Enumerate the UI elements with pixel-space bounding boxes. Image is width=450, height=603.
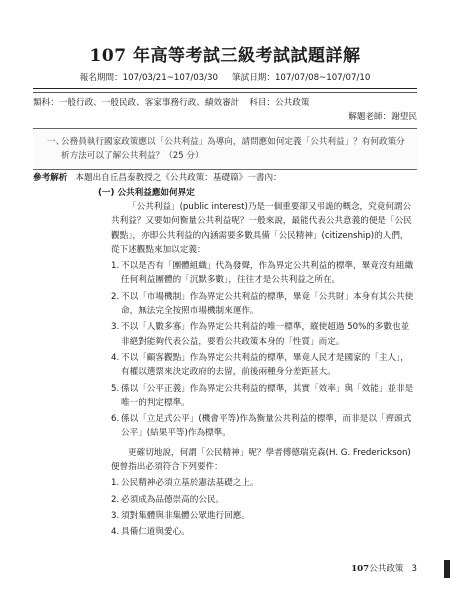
exam-subject: 科目：公共政策 (249, 98, 310, 108)
reference-line (33, 172, 282, 184)
intro-paragraph: 「公共利益」(public interest)乃是一個重要卻又弔詭的概念，究竟何謂公共利益？又要如何衡量公共利益呢？一般來說，最能代表公共意義的便是「公民觀點」，亦即公共利益的內涵需要多數具備「公民精神」(citizenship)的人們，從下述觀點來加以定義： (111, 202, 412, 255)
question-number: 一、 (47, 137, 65, 147)
exam-date: 筆試日期：107/07/08~107/07/10 (232, 73, 371, 83)
footer-subject: 公共政策 (369, 564, 404, 574)
criteria-list (111, 259, 417, 441)
followup-paragraph: 更確切地說，何謂「公民精神」呢？學者傅德瑞克森(H. G. Frederickson)便曾指出必須符合下列要件： (111, 447, 411, 473)
footer-year: 107 (351, 564, 370, 574)
requirements-list (111, 476, 417, 539)
reference-label: 參考解析 (33, 173, 68, 183)
list-item: 5. 係以「公平正義」作為界定公共利益的標準，其實「效率」與「效能」並非是唯一的判定標準。 (111, 383, 414, 408)
list-item: 4. 具備仁道與愛心。 (111, 527, 190, 538)
list-item: 2. 必須成為品德崇高的公民。 (111, 494, 225, 505)
footer-edge-bar (444, 560, 450, 578)
header-divider (33, 88, 417, 93)
reference-text: 本題出自丘昌泰教授之《公共政策：基礎篇》一書內： (75, 173, 282, 183)
list-item: 6. 係以「立足式公平」(機會平等)作為衡量公共利益的標準，而非是以「齊頭式公平」(結果平等)作為標準。 (111, 414, 412, 439)
answer-body (111, 200, 417, 540)
question-box (33, 128, 417, 170)
question-text: 公務員執行國家政策應以「公共利益」為導向，請問應如何定義「公共利益」？有何政策分析方法可以了解公共利益？（25 分） (61, 137, 405, 161)
exam-dates (0, 72, 450, 84)
teacher-name: 解題老師：謝望民 (348, 112, 417, 122)
list-item: 4. 不以「顧客觀點」作為界定公共利益的標準，畢竟人民才是國家的「主人」，有權以選票來決定政府的去留，前後兩種身分差距甚大。 (111, 352, 409, 378)
exam-categories: 類科：一般行政、一般民政、客家事務行政、績效審計 (33, 98, 240, 108)
list-item: 2. 不以「市場機制」作為界定公共利益的標準，畢竟「公共財」本身有其公共使命，無法完全按照市場機制來運作。 (111, 291, 414, 317)
list-item: 3. 不以「人數多寡」作為界定公共利益的唯一標準，縱使超過 50%的多數也並非絕對能夠代表公益，要看公共政策本身的「性質」而定。 (111, 322, 410, 347)
page-footer (351, 563, 417, 575)
page-number: 3 (411, 564, 417, 574)
signup-period: 報名期間：107/03/21~107/03/30 (79, 73, 218, 83)
list-item: 1. 公民精神必須立基於憲法基礎之上。 (111, 478, 259, 489)
exam-meta (33, 97, 417, 109)
page-title: 107 年高等考試三級考試試題詳解 (89, 46, 361, 66)
section-heading: (一) 公共利益應如何界定 (98, 188, 195, 198)
list-item: 1. 不以是否有「團體組織」代為發聲，作為界定公共利益的標準，畢竟沒有組織任何利益團體的「沉默多數」，往往才是公共利益之所在。 (111, 261, 414, 286)
list-item: 3. 須對集體與非集體公眾進行回應。 (111, 510, 250, 521)
